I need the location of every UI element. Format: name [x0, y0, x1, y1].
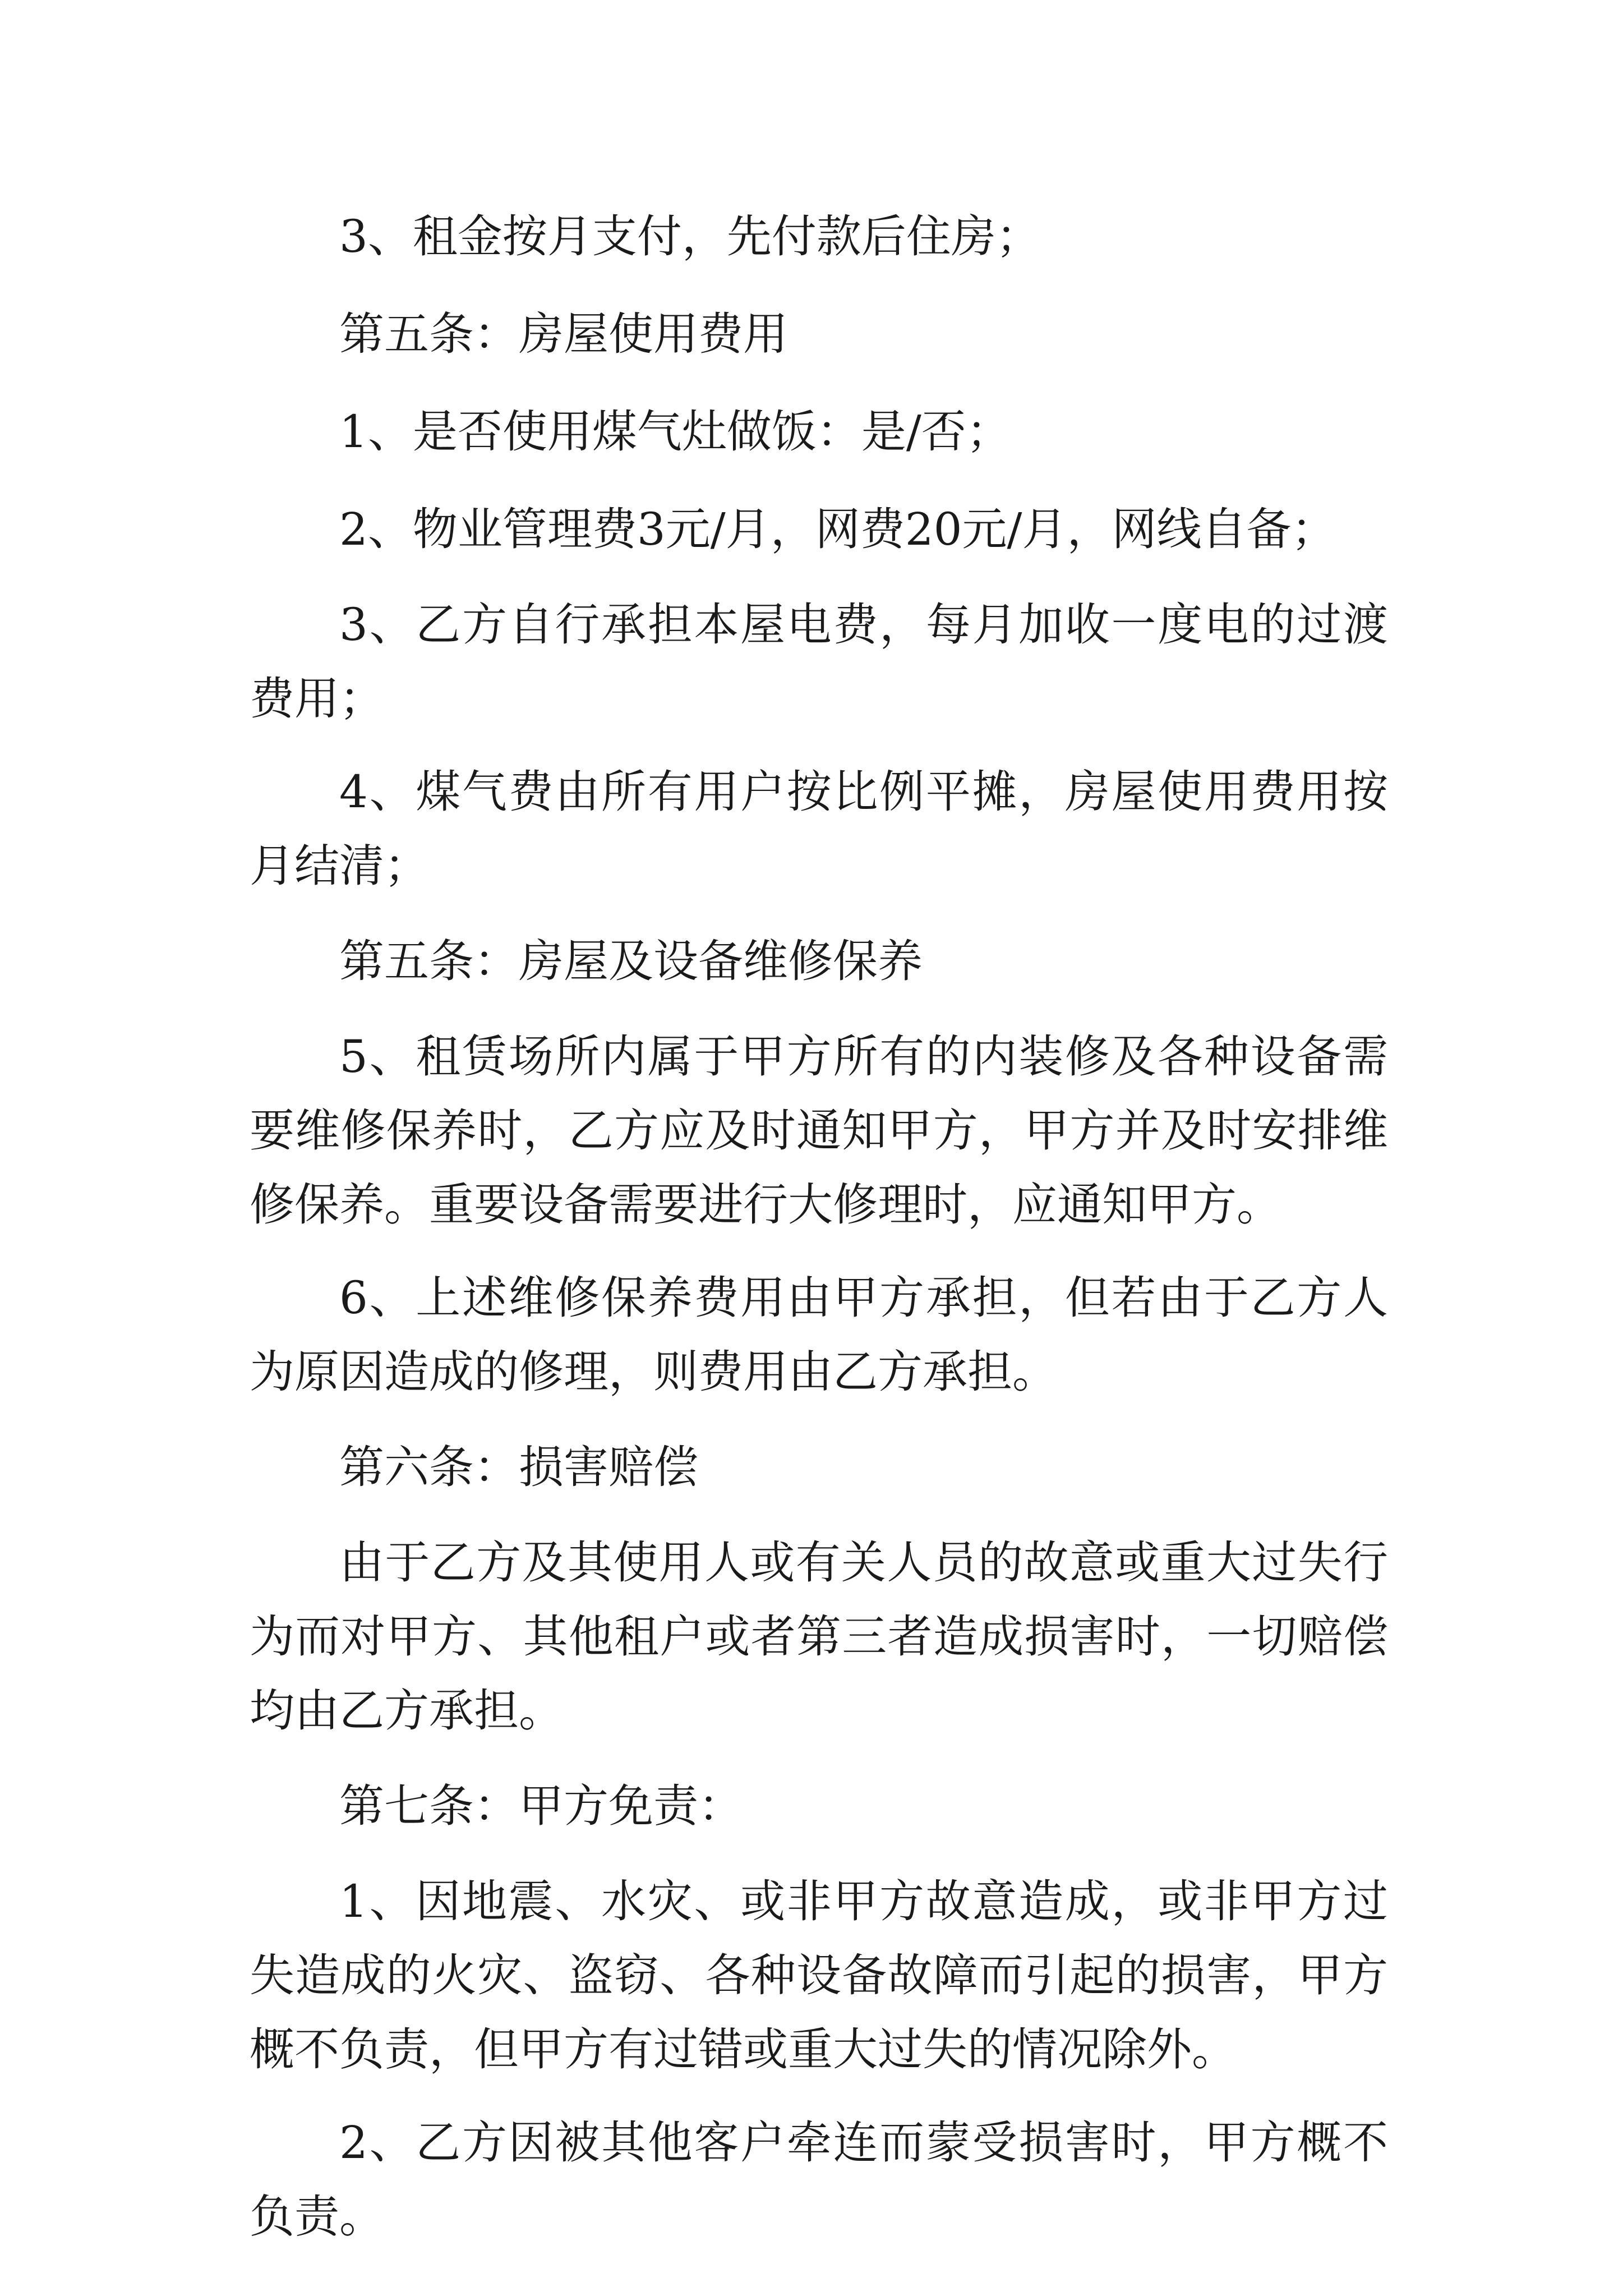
paragraph-property-fee: 2、物业管理费3元/月，网费20元/月，网线自备； [339, 503, 1336, 555]
heading-article-5-usage-fees: 第五条：房屋使用费用 [339, 308, 788, 360]
document-body [250, 197, 1388, 2273]
paragraph-damages: 由于乙方及其使用人或有关人员的故意或重大过失行为而对甲方、其他租户或者第三者造成损害时，一切赔偿均由乙方承担。 [250, 1536, 1388, 1737]
paragraph-electricity: 3、乙方自行承担本屋电费，每月加收一度电的过渡费用； [250, 599, 1388, 725]
heading-article-7-exemption: 第七条：甲方免责： [339, 1780, 743, 1832]
paragraph-gas-stove: 1、是否使用煤气灶做饭：是/否； [339, 406, 1011, 458]
paragraph-exemption-other-clients: 2、乙方因被其他客户牵连而蒙受损害时，甲方概不负责。 [250, 2116, 1388, 2243]
paragraph-maintenance-notice: 5、租赁场所内属于甲方所有的内装修及各种设备需要维修保养时，乙方应及时通知甲方，甲方并及时安排维修保养。重要设备需要进行大修理时，应通知甲方。 [250, 1030, 1388, 1231]
paragraph-gas-fee: 4、煤气费由所有用户按比例平摊，房屋使用费用按月结清； [250, 766, 1388, 892]
heading-article-6-damages: 第六条：损害赔偿 [339, 1441, 698, 1493]
heading-article-5-maintenance: 第五条：房屋及设备维修保养 [339, 935, 923, 987]
paragraph-maintenance-cost: 6、上述维修保养费用由甲方承担，但若由于乙方人为原因造成的修理，则费用由乙方承担。 [250, 1272, 1388, 1398]
paragraph-exemption-disasters: 1、因地震、水灾、或非甲方故意造成，或非甲方过失造成的火灾、盗窃、各种设备故障而引起的损害，甲方概不负责，但甲方有过错或重大过失的情况除外。 [250, 1875, 1388, 2076]
paragraph-rent-payment: 3、租金按月支付，先付款后住房； [339, 210, 1041, 263]
